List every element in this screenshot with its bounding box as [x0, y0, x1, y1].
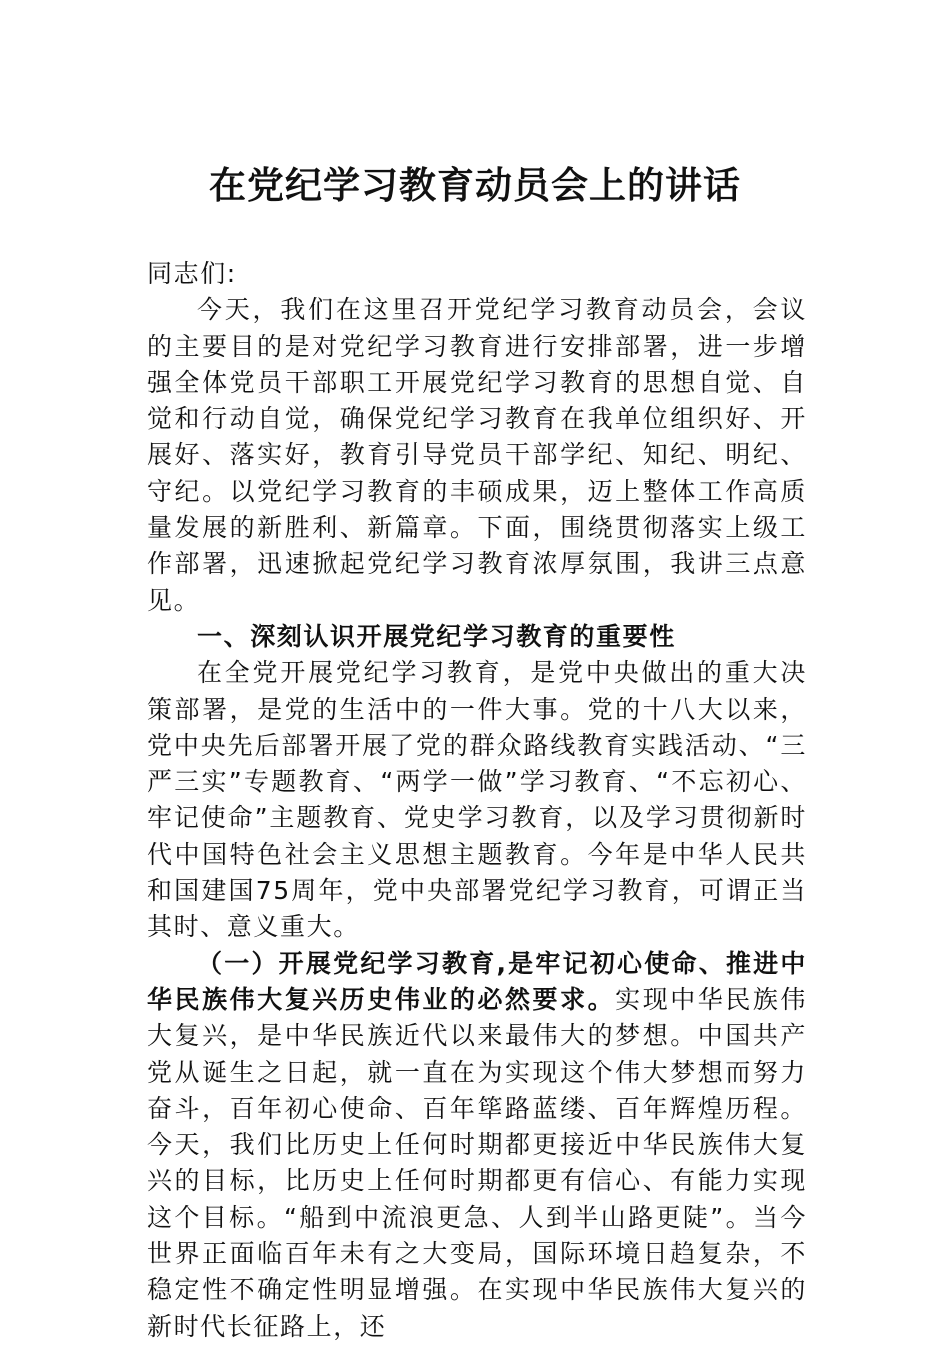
- subsection-heading-1: （一）开展党纪学习教育,是牢记初心使命、推进中华民族伟大复兴历史伟业的必然要求。: [147, 948, 807, 1014]
- document-body: [147, 256, 807, 1345]
- intro-paragraph: 今天，我们在这里召开党纪学习教育动员会，会议的主要目的是对党纪学习教育进行安排部署，进一步增强全体党员干部职工开展党纪学习教育的思想自觉、自觉和行动自觉，确保党纪学习教育在我单位组织好、开展好、落实好，教育引导党员干部学纪、知纪、明纪、守纪。以党纪学习教育的丰硕成果，迈上整体工作高质量发展的新胜利、新篇章。下面，围绕贯彻落实上级工作部署，迅速掀起党纪学习教育浓厚氛围，我讲三点意见。: [147, 295, 807, 615]
- subsection-1-paragraph: [147, 946, 807, 1345]
- section-1-paragraph: 在全党开展党纪学习教育，是党中央做出的重大决策部署，是党的生活中的一件大事。党的十八大以来，党中央先后部署开展了党的群众路线教育实践活动、“三严三实”专题教育、“两学一做”学习教育、“不忘初心、牢记使命”主题教育、党史学习教育，以及学习贯彻新时代中国特色社会主义思想主题教育。今年是中华人民共和国建国75周年，党中央部署党纪学习教育，可谓正当其时、意义重大。: [147, 658, 807, 942]
- section-heading-1: 一、深刻认识开展党纪学习教育的重要性: [197, 621, 676, 651]
- document-title: 在党纪学习教育动员会上的讲话: [209, 163, 741, 207]
- salutation: 同志们:: [147, 259, 237, 288]
- subsection-1-text: 实现中华民族伟大复兴，是中华民族近代以来最伟大的梦想。中国共产党从诞生之日起，就一直在为实现这个伟大梦想而努力奋斗，百年初心使命、百年筚路蓝缕、百年辉煌历程。今天，我们比历史上任何时期都更接近中华民族伟大复兴的目标，比历史上任何时期都更有信心、有能力实现这个目标。“船到中流浪更急、人到半山路更陡”。当今世界正面临百年未有之大变局，国际环境日趋复杂，不稳定性不确定性明显增强。在实现中华民族伟大复兴的新时代长征路上，还: [147, 984, 808, 1341]
